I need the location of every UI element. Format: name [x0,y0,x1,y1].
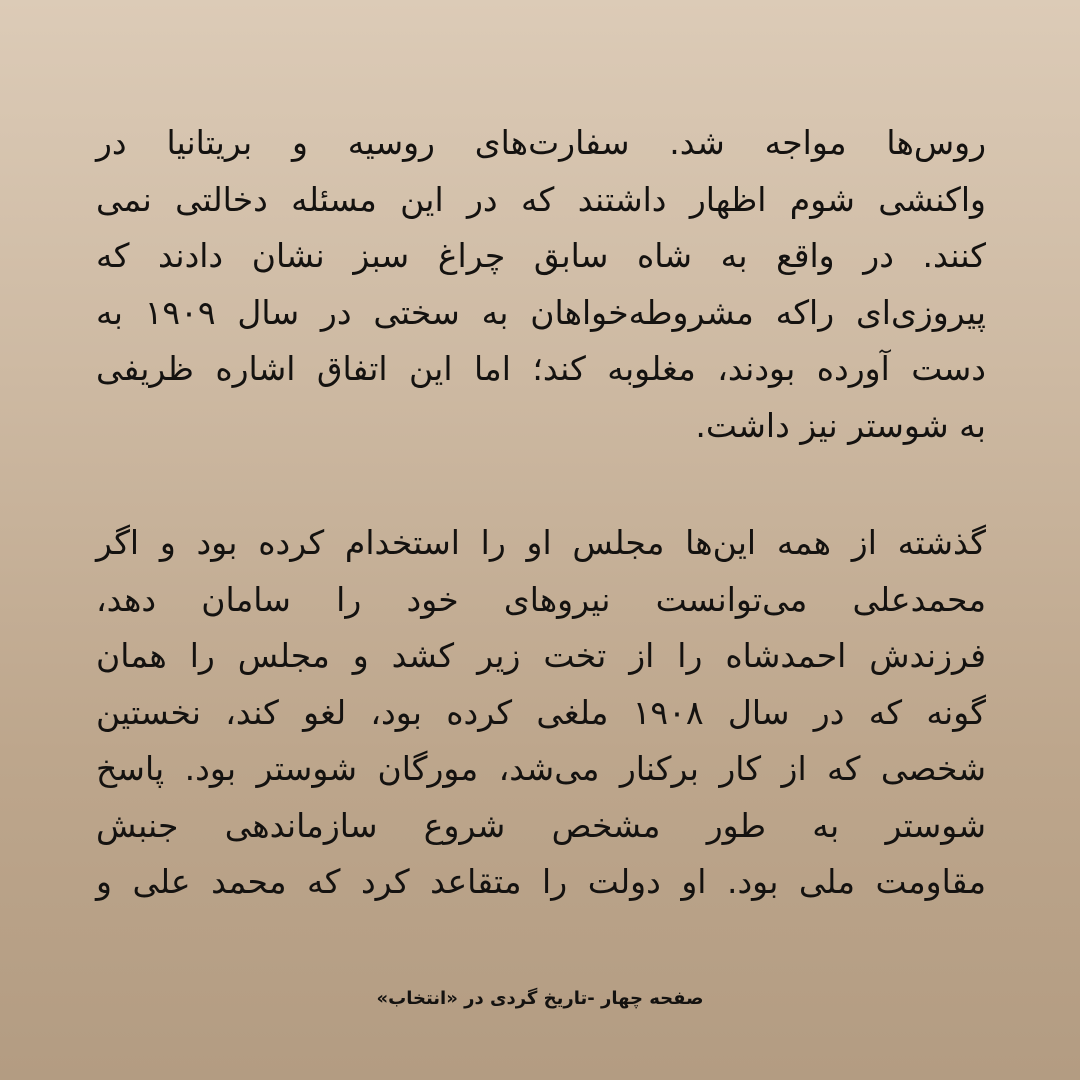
text-line: دست آورده بودند، مغلوبه کند؛ اما این اتفاق اشاره ظریفی [96,349,986,388]
text-line: پیروزی‌ای راکه مشروطه‌خواهان به سختی در سال ۱۹۰۹ به [96,292,986,332]
text-line: فرزندش احمدشاه را از تخت زیر کشد و مجلس را همان [96,636,986,675]
text-line: کنند. در واقع به شاه سابق چراغ سبز نشان دادند که [96,236,986,275]
text-line: شوستر به طور مشخص شروع سازماندهی جنبش [96,805,986,845]
text-line: گونه که در سال ۱۹۰۸ ملغی کرده بود، لغو کند، نخستین [96,692,987,732]
paragraph-2 [96,515,986,911]
text-line: به شوستر نیز داشت. [695,405,986,445]
paragraph-1 [96,115,986,454]
text-line: محمدعلی می‌توانست نیروهای خود را سامان دهد، [96,579,986,619]
text-line: روس‌ها مواجه شد. سفارت‌های روسیه و بریتانیا در [96,123,986,162]
text-line: گذشته از همه این‌ها مجلس او را استخدام کرده بود و اگر [96,523,986,562]
page-footer: صفحه چهار -تاریخ گردی در «انتخاب» [376,988,704,1009]
text-line: شخصی که از کار برکنار می‌شد، مورگان شوستر بود. پاسخ [96,749,986,788]
text-line: مقاومت ملی بود. او دولت را متقاعد کرد که محمد علی و [96,862,986,901]
text-line: واکنشی شوم اظهار داشتند که در این مسئله دخالتی نمی [96,179,986,219]
